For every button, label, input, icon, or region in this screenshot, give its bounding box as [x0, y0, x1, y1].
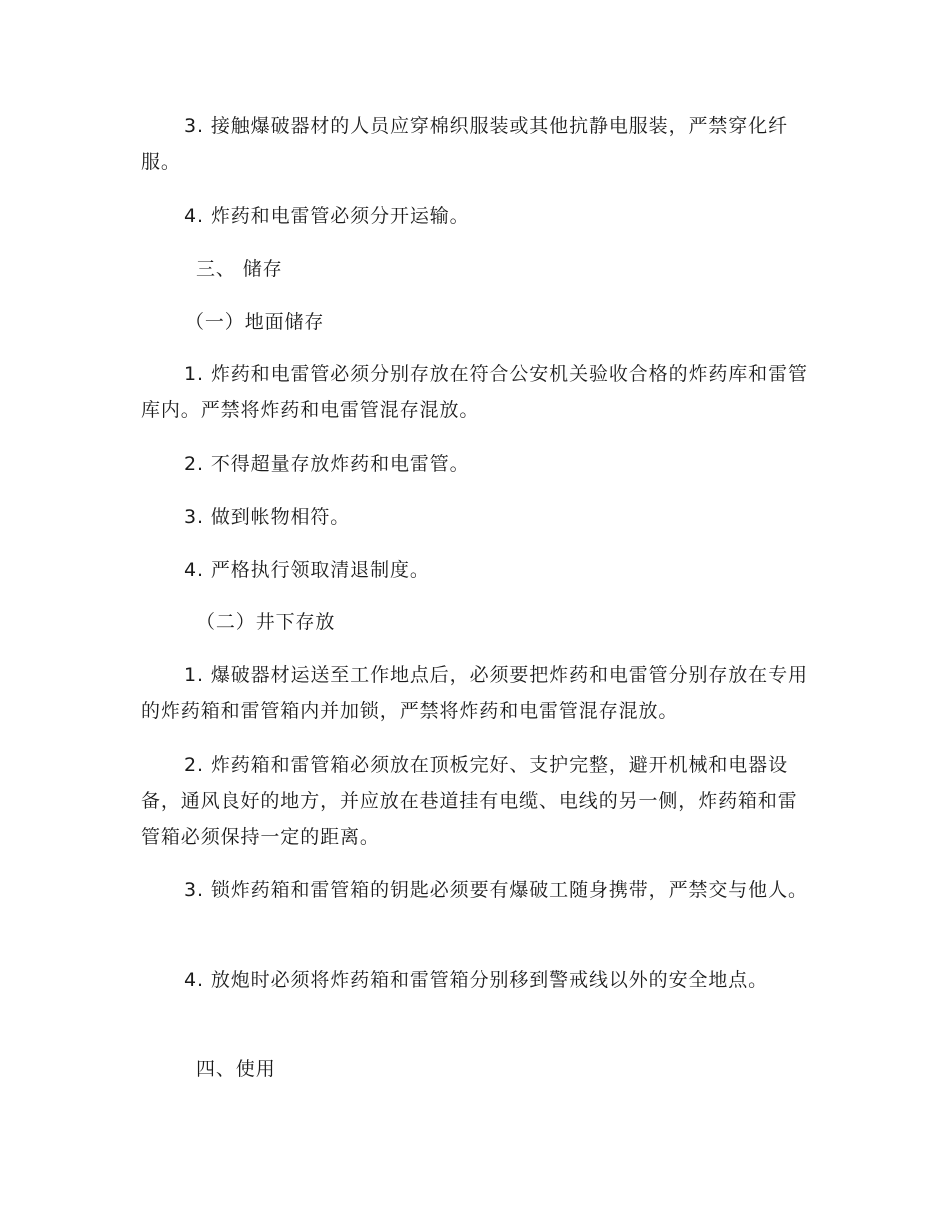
section-heading-usage: 四、使用	[196, 1058, 276, 1080]
paragraph-issue-return-system: 4. 严格执行领取清退制度。	[184, 559, 430, 581]
paragraph-box-placement: 2. 炸药箱和雷管箱必须放在顶板完好、支护完整，避开机械和电器设备，通风良好的地方，并应放在巷道挂有电缆、电线的另一侧，炸药箱和雷管箱必须保持一定的距离。	[141, 754, 798, 848]
paragraph-locked-boxes: 1. 爆破器材运送至工作地点后，必须要把炸药和电雷管分别存放在专用的炸药箱和雷管箱内并加锁，严禁将炸药和电雷管混存混放。	[141, 664, 808, 722]
paragraph-separate-warehouses: 1. 炸药和电雷管必须分别存放在符合公安机关验收合格的炸药库和雷管库内。严禁将炸药和电雷管混存混放。	[141, 363, 808, 421]
paragraph-no-overstock: 2. 不得超量存放炸药和电雷管。	[184, 453, 470, 475]
subsection-heading-surface-storage: （一）地面储存	[185, 311, 325, 333]
paragraph-account-match: 3. 做到帐物相符。	[184, 506, 351, 528]
paragraph-key-custody: 3. 锁炸药箱和雷管箱的钥匙必须要有爆破工随身携带，严禁交与他人。	[184, 879, 808, 901]
subsection-heading-underground-storage: （二）井下存放	[196, 611, 336, 633]
section-heading-storage: 三、 储存	[196, 258, 283, 280]
paragraph-separate-transport: 4. 炸药和电雷管必须分开运输。	[184, 205, 470, 227]
paragraph-move-boxes-when-blasting: 4. 放炮时必须将炸药箱和雷管箱分别移到警戒线以外的安全地点。	[184, 969, 769, 991]
paragraph-clothing-rule: 3. 接触爆破器材的人员应穿棉织服装或其他抗静电服装，严禁穿化纤服。	[141, 115, 788, 173]
